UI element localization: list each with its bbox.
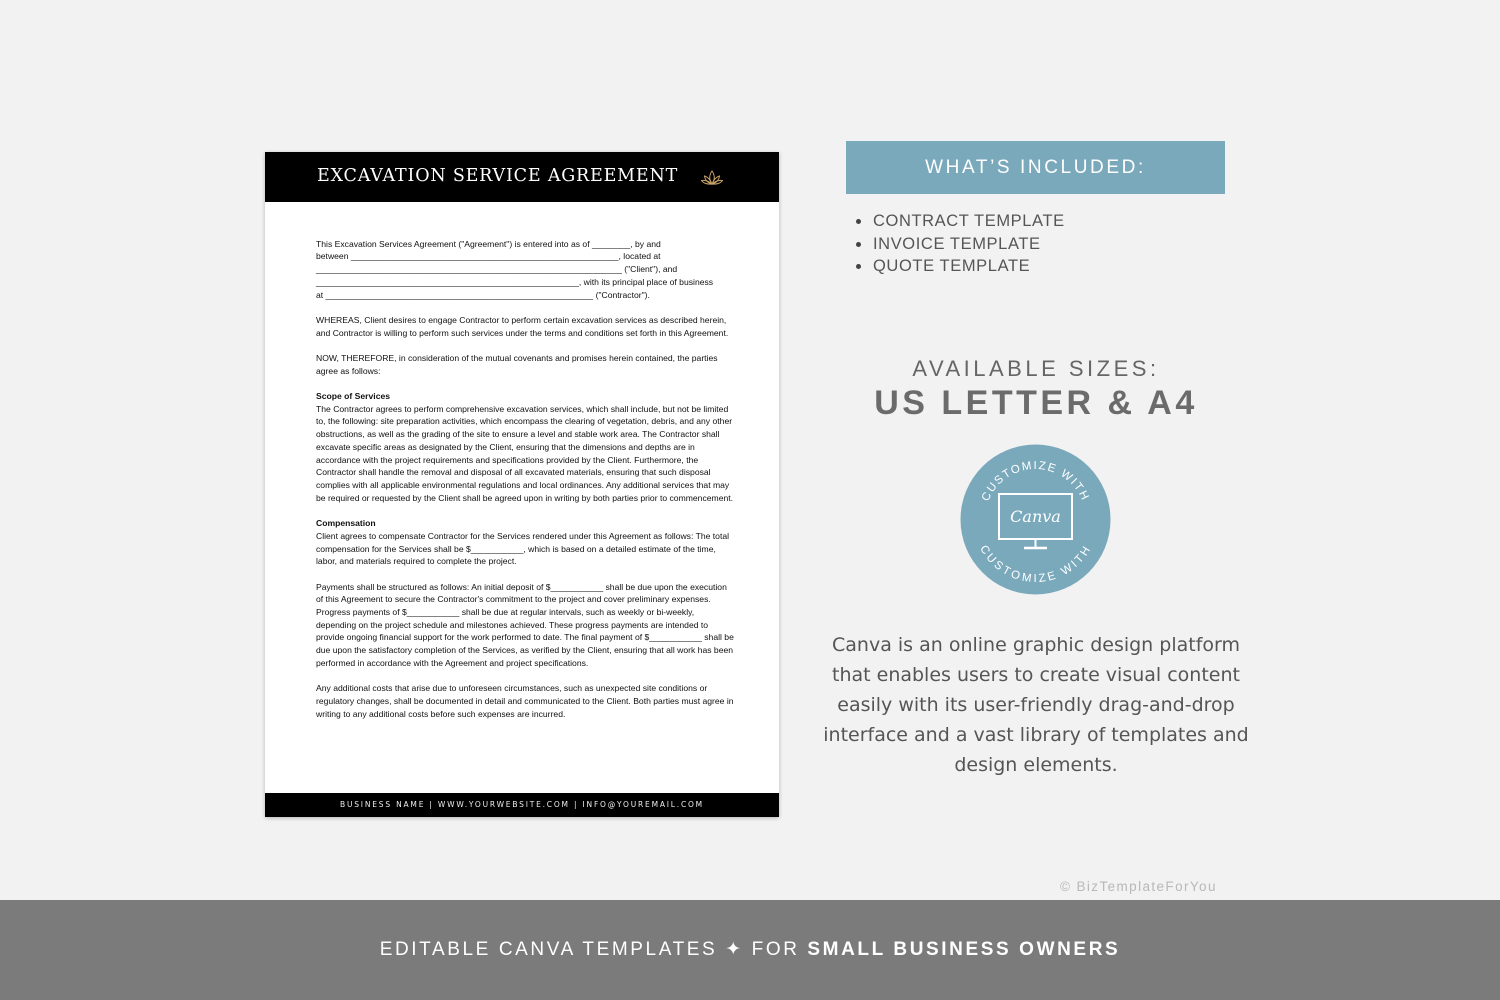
included-item: QUOTE TEMPLATE — [854, 255, 1065, 278]
sizes-label: AVAILABLE SIZES: — [912, 356, 1160, 381]
intro-line: at ________________________________________________________ ("Contractor"). — [316, 289, 650, 300]
document-title: EXCAVATION SERVICE AGREEMENT — [317, 166, 679, 186]
banner-text-regular: EDITABLE CANVA TEMPLATES ✦ FOR — [379, 939, 808, 960]
payments-paragraph: Payments shall be structured as follows: An initial deposit of $___________ shall be due upon the execution of this Agreement to secure the Contractor's commitment to the project and cover preliminary expenses. Progress payments of $___________ shall be due at regular intervals, such as weekly or bi-weekly, depending on the project schedule and milestones achieved. These progress payments are intended to provide ongoing financial support for the work performed to date. The final payment of $___________ shall be due upon the satisfactory completion of the Services, as verified by the Client, ensuring that all work has been performed in accordance with the Agreement and project specifications. — [316, 581, 734, 668]
badge-bottom-text: CUSTOMIZE WITH — [977, 543, 1094, 586]
document-body — [316, 225, 734, 733]
intro-line: between ________________________________________________________, located at — [316, 251, 661, 262]
compensation-heading: Compensation — [316, 518, 376, 529]
badge-top-text: CUSTOMIZE WITH — [979, 459, 1092, 504]
customize-with-canva-badge — [960, 444, 1111, 595]
lotus-icon — [701, 168, 723, 186]
intro-line: This Excavation Services Agreement ("Agreement") is entered into as of ________, by and — [316, 238, 661, 249]
copyright-text: © BizTemplateForYou — [1060, 879, 1217, 894]
included-item: INVOICE TEMPLATE — [854, 233, 1065, 256]
scope-paragraph: The Contractor agrees to perform comprehensive excavation services, which shall include, but not be limited to, the following: site preparation activities, which encompass the clearing of vegetation, debris, and any other obstructions, as well as the grading of the site to ensure a level and stable work area. The Contractor shall excavate specific areas as designated by the Client, ensuring that the dimensions and depths are in accordance with the project requirements and specifications provided by the Client. Furthermore, the Contractor shall handle the removal and disposal of all excavated materials, ensuring that such disposal complies with all applicable environmental regulations and local ordinances. Any additional services that may be required or requested by the Client shall be agreed upon in writing by both parties prior to commencement. — [316, 403, 734, 503]
bottom-banner — [0, 900, 1500, 1000]
included-item: CONTRACT TEMPLATE — [854, 210, 1065, 233]
banner-text-bold: SMALL BUSINESS OWNERS — [807, 939, 1121, 960]
canva-logo-text: Canva — [1010, 507, 1061, 526]
sizes-value: US LETTER & A4 — [874, 384, 1198, 422]
canva-description: Canva is an online graphic design platform that enables users to create visual content easily with its user-friendly drag-and-drop interface and a vast library of templates and design elements. — [823, 634, 1249, 776]
whats-included-heading: WHAT’S INCLUDED: — [846, 141, 1225, 194]
additional-costs-paragraph: Any additional costs that arise due to unforeseen circumstances, such as unexpected site conditions or regulatory changes, shall be documented in detail and communicated to the Client. Both parties must agree in writing to any additional costs before such expenses are incurred. — [316, 683, 734, 719]
compensation-paragraph: Client agrees to compensate Contractor for the Services rendered under this Agreement as follows: The total compensation for the Services shall be $___________, which is based on a detailed estimate of the time, labor, and materials required to complete the project. — [316, 530, 730, 567]
now-therefore-paragraph: NOW, THEREFORE, in consideration of the mutual covenants and promises herein contained, the parties agree as follows: — [316, 352, 718, 376]
included-list — [854, 210, 1065, 278]
whereas-paragraph: WHEREAS, Client desires to engage Contractor to perform certain excavation services as described herein, and Contractor is willing to perform such services under the terms and conditions set forth in this Agreement. — [316, 314, 729, 338]
document-header — [265, 152, 779, 202]
intro-line: _______________________________________________________, with its principal place of business — [316, 276, 714, 287]
scope-heading: Scope of Services — [316, 391, 391, 402]
intro-line: ________________________________________________________________ ("Client"), and — [316, 264, 678, 275]
document-mockup — [265, 152, 779, 817]
document-footer: BUSINESS NAME | WWW.YOURWEBSITE.COM | INFO@YOUREMAIL.COM — [265, 793, 779, 817]
